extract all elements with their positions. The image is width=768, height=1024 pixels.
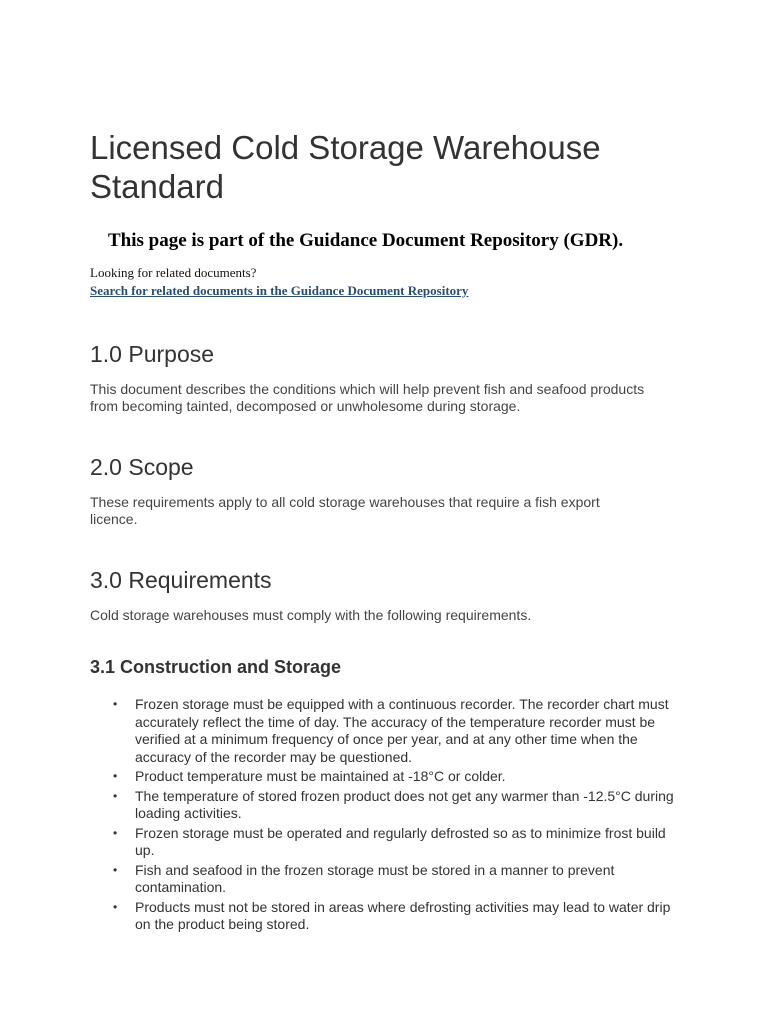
bullet-icon: • xyxy=(113,825,118,840)
construction-heading: 3.1 Construction and Storage xyxy=(90,657,342,677)
list-item-text: Fish and seafood in the frozen storage must be stored in a manner to prevent contamination. xyxy=(135,861,615,895)
list-item xyxy=(113,696,680,766)
list-item xyxy=(113,787,680,823)
requirements-heading: 3.0 Requirements xyxy=(90,567,272,593)
bullet-icon: • xyxy=(113,862,118,877)
list-item-text: Product temperature must be maintained at -18°C or colder. xyxy=(135,768,506,784)
list-item-text: Products must not be stored in areas where defrosting activities may lead to water drip on the product being stored. xyxy=(135,898,671,932)
list-item-text: Frozen storage must be operated and regularly defrosted so as to minimize frost build up. xyxy=(135,824,666,858)
repository-notice: This page is part of the Guidance Document Repository (GDR). xyxy=(108,230,624,251)
bullet-icon: • xyxy=(113,788,118,803)
related-documents-link[interactable]: Search for related documents in the Guidance Document Repository xyxy=(90,283,469,298)
scope-heading: 2.0 Scope xyxy=(90,454,194,480)
list-item xyxy=(113,824,680,860)
bullet-icon: • xyxy=(113,769,118,783)
list-item-text: The temperature of stored frozen product does not get any warmer than -12.5°C during loading activities. xyxy=(135,787,674,821)
related-documents-prompt: Looking for related documents? xyxy=(90,265,257,280)
list-item-text: Frozen storage must be equipped with a continuous recorder. The recorder chart must accurately reflect the time of day. The accuracy of the temperature recorder must be verified at a minimum frequency of once per year, and at any other time when the accuracy of the recorder may be questioned. xyxy=(135,696,669,765)
page-title: Licensed Cold Storage Warehouse Standard xyxy=(90,129,601,205)
purpose-heading: 1.0 Purpose xyxy=(90,341,215,367)
related-documents xyxy=(90,264,690,300)
list-item xyxy=(113,898,680,934)
bullet-icon: • xyxy=(113,697,118,711)
scope-text: These requirements apply to all cold storage warehouses that require a fish export licence. xyxy=(90,494,600,527)
requirements-text: Cold storage warehouses must comply with the following requirements. xyxy=(90,607,532,623)
purpose-text: This document describes the conditions which will help prevent fish and seafood products from becoming tainted, decomposed or unwholesome during storage. xyxy=(90,381,645,414)
list-item xyxy=(113,768,680,786)
list-item xyxy=(113,861,680,897)
requirements-list xyxy=(90,696,680,934)
document-page xyxy=(90,128,690,936)
bullet-icon: • xyxy=(113,899,118,914)
